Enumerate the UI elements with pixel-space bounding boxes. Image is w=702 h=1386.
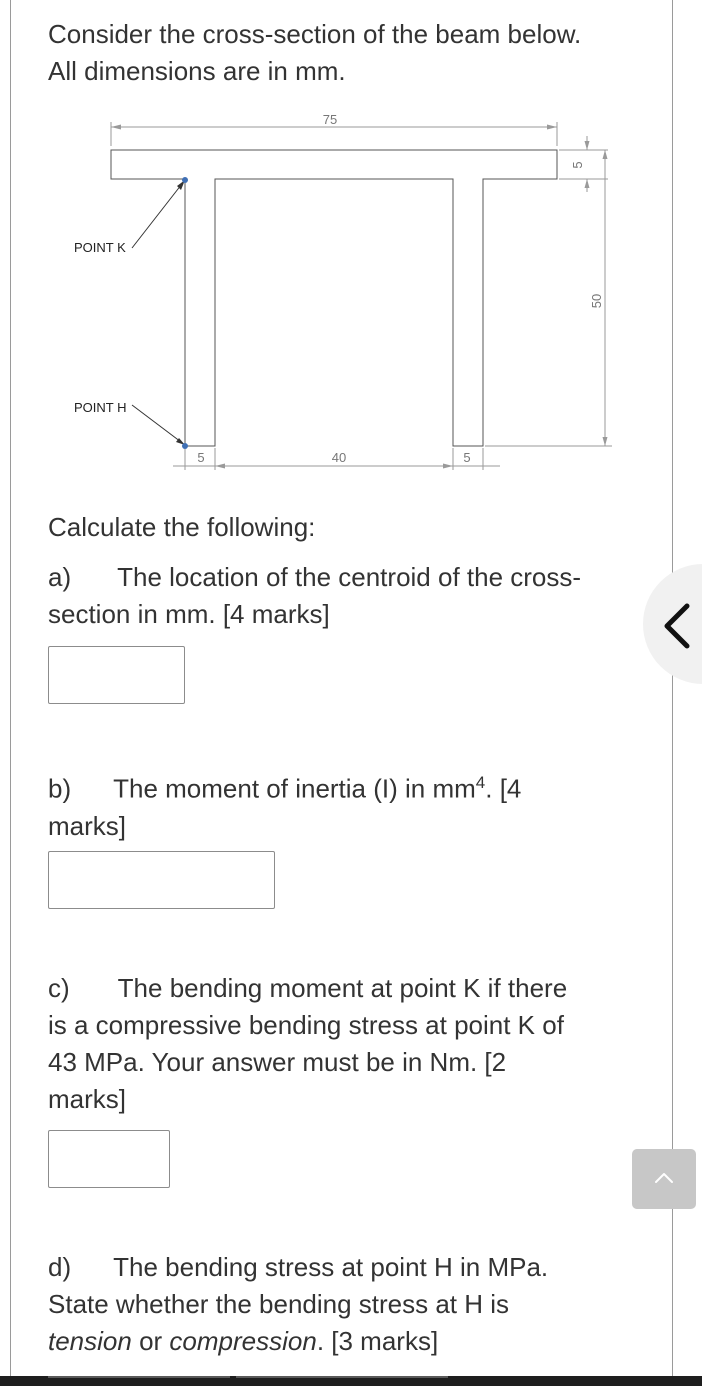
bottom-bar: [0, 1376, 702, 1386]
dim-web-left-label: 5: [197, 450, 205, 465]
question-a-label: a): [48, 562, 72, 592]
question-d-label: d): [48, 1252, 72, 1282]
bottom-bar-highlight: [236, 1376, 448, 1378]
question-b-superscript: 4: [475, 773, 486, 792]
dim-50-arrow-bottom: [603, 437, 608, 446]
question-c-line-1: The bending moment at point K if there: [117, 973, 568, 1003]
question-d-line-2: State whether the bending stress at H is: [48, 1289, 510, 1319]
question-b-line-1: The moment of inertia (I) in mm: [113, 773, 476, 804]
question-b-line-2: marks]: [48, 810, 126, 841]
dim-flange-label: 5: [570, 161, 585, 169]
dim-50-arrow-top: [603, 150, 608, 159]
question-c-line-3: 43 MPa. Your answer must be in Nm. [2: [48, 1047, 507, 1077]
question-a: [48, 559, 640, 633]
side-panel-toggle[interactable]: [643, 564, 702, 684]
question-b-label: b): [48, 773, 72, 804]
question-b: [48, 764, 640, 845]
calc-heading: Calculate the following:: [48, 512, 316, 542]
dim-top-label: 75: [322, 112, 338, 127]
point-k-label: POINT K: [74, 240, 126, 255]
dim-40-arrow-right: [443, 464, 453, 469]
chevron-up-icon: [654, 1171, 674, 1185]
dim-height-label: 50: [589, 293, 604, 309]
chevron-left-icon: [659, 602, 693, 650]
question-b-line-1-end: . [4: [485, 773, 522, 804]
question-c-line-2: is a compressive bending stress at point K of: [48, 1010, 564, 1040]
point-k-leader: [132, 180, 185, 248]
point-h-marker: [182, 443, 188, 449]
question-c: [48, 970, 640, 1118]
dim-5-arrow-bottom: [585, 179, 590, 188]
question-d: [48, 1249, 640, 1360]
point-h-label: POINT H: [74, 400, 127, 415]
bottom-bar-highlight-left: [48, 1376, 230, 1378]
dim-5-arrow-top: [585, 141, 590, 150]
beam-cross-section-diagram: [60, 108, 620, 480]
dim-75-arrow-right: [547, 125, 557, 130]
intro-text: [48, 16, 640, 90]
question-d-marks: . [3 marks]: [316, 1326, 439, 1356]
question-d-line-1: The bending stress at point H in MPa.: [113, 1252, 549, 1282]
dim-40-arrow-left: [215, 464, 225, 469]
question-d-tension: tension: [48, 1326, 132, 1356]
dim-web-right-label: 5: [463, 450, 471, 465]
answer-a-input[interactable]: [48, 646, 185, 704]
dim-75-arrow-left: [111, 125, 121, 130]
scroll-to-top-button[interactable]: [632, 1149, 696, 1209]
content-left-border: [10, 0, 11, 1376]
question-c-label: c): [48, 973, 70, 1003]
question-d-or: or: [131, 1326, 170, 1356]
intro-line-1: Consider the cross-section of the beam below.: [48, 19, 582, 49]
beam-outline: [111, 150, 557, 446]
answer-c-input[interactable]: [48, 1130, 170, 1188]
question-d-compression: compression: [169, 1326, 317, 1356]
point-h-leader: [132, 405, 185, 445]
dim-gap-label: 40: [331, 450, 347, 465]
question-c-line-4: marks]: [48, 1084, 126, 1114]
question-a-line-1: The location of the centroid of the cross-: [117, 562, 582, 592]
intro-line-2: All dimensions are in mm.: [48, 56, 346, 86]
answer-b-input[interactable]: [48, 851, 275, 909]
point-k-marker: [182, 177, 188, 183]
question-a-line-2: section in mm. [4 marks]: [48, 599, 330, 629]
